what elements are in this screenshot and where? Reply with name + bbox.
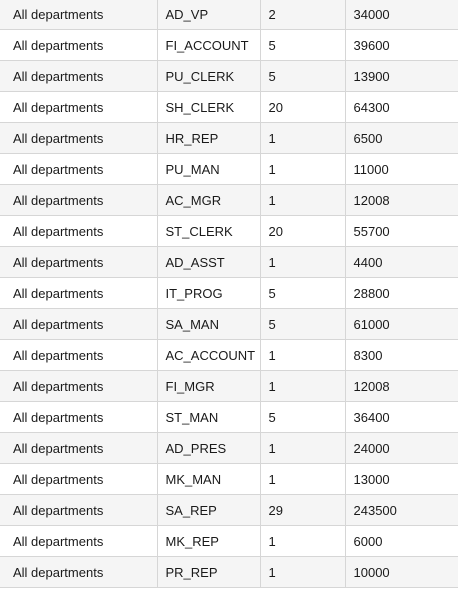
department-cell: All departments xyxy=(0,402,157,433)
table-row xyxy=(0,0,458,30)
count-cell: 20 xyxy=(260,216,345,247)
department-cell: All departments xyxy=(0,216,157,247)
department-cell: All departments xyxy=(0,61,157,92)
job-id-cell: FI_MGR xyxy=(157,371,260,402)
job-id-cell: FI_ACCOUNT xyxy=(157,30,260,61)
table-row xyxy=(0,185,458,216)
table-row xyxy=(0,278,458,309)
job-id-cell: SA_MAN xyxy=(157,309,260,340)
department-cell: All departments xyxy=(0,371,157,402)
count-cell: 1 xyxy=(260,247,345,278)
department-cell: All departments xyxy=(0,154,157,185)
job-id-cell: AC_MGR xyxy=(157,185,260,216)
job-id-cell: MK_REP xyxy=(157,526,260,557)
table-row xyxy=(0,92,458,123)
department-cell: All departments xyxy=(0,309,157,340)
job-id-cell: SA_REP xyxy=(157,495,260,526)
department-cell: All departments xyxy=(0,340,157,371)
department-cell: All departments xyxy=(0,557,157,588)
salary-cell: 243500 xyxy=(345,495,458,526)
count-cell: 5 xyxy=(260,278,345,309)
table-row xyxy=(0,371,458,402)
count-cell: 1 xyxy=(260,557,345,588)
table-row xyxy=(0,433,458,464)
count-cell: 29 xyxy=(260,495,345,526)
job-id-cell: PR_REP xyxy=(157,557,260,588)
table-row xyxy=(0,309,458,340)
salary-cell: 36400 xyxy=(345,402,458,433)
salary-cell: 6500 xyxy=(345,123,458,154)
count-cell: 5 xyxy=(260,402,345,433)
salary-cell: 8300 xyxy=(345,340,458,371)
department-cell: All departments xyxy=(0,30,157,61)
table-row xyxy=(0,216,458,247)
salary-cell: 6000 xyxy=(345,526,458,557)
department-cell: All departments xyxy=(0,0,157,30)
table-row xyxy=(0,340,458,371)
count-cell: 1 xyxy=(260,526,345,557)
job-id-cell: HR_REP xyxy=(157,123,260,154)
salary-cell: 39600 xyxy=(345,30,458,61)
department-cell: All departments xyxy=(0,247,157,278)
table-row xyxy=(0,247,458,278)
job-id-cell: AC_ACCOUNT xyxy=(157,340,260,371)
count-cell: 1 xyxy=(260,185,345,216)
count-cell: 1 xyxy=(260,123,345,154)
count-cell: 1 xyxy=(260,464,345,495)
salary-cell: 11000 xyxy=(345,154,458,185)
salary-cell: 24000 xyxy=(345,433,458,464)
salary-cell: 4400 xyxy=(345,247,458,278)
job-id-cell: IT_PROG xyxy=(157,278,260,309)
job-id-cell: AD_PRES xyxy=(157,433,260,464)
table-row xyxy=(0,495,458,526)
department-cell: All departments xyxy=(0,185,157,216)
job-id-cell: SH_CLERK xyxy=(157,92,260,123)
count-cell: 5 xyxy=(260,30,345,61)
count-cell: 1 xyxy=(260,340,345,371)
table-row xyxy=(0,123,458,154)
department-cell: All departments xyxy=(0,123,157,154)
count-cell: 5 xyxy=(260,309,345,340)
job-id-cell: ST_CLERK xyxy=(157,216,260,247)
table-row xyxy=(0,61,458,92)
department-cell: All departments xyxy=(0,278,157,309)
department-cell: All departments xyxy=(0,464,157,495)
job-id-cell: AD_VP xyxy=(157,0,260,30)
table-row xyxy=(0,154,458,185)
job-id-cell: PU_MAN xyxy=(157,154,260,185)
count-cell: 1 xyxy=(260,371,345,402)
salary-cell: 61000 xyxy=(345,309,458,340)
department-cell: All departments xyxy=(0,495,157,526)
salary-cell: 13900 xyxy=(345,61,458,92)
department-cell: All departments xyxy=(0,526,157,557)
salary-cell: 13000 xyxy=(345,464,458,495)
salary-cell: 12008 xyxy=(345,371,458,402)
count-cell: 2 xyxy=(260,0,345,30)
job-id-cell: PU_CLERK xyxy=(157,61,260,92)
table-row xyxy=(0,30,458,61)
table-row xyxy=(0,557,458,588)
salary-cell: 10000 xyxy=(345,557,458,588)
table-row xyxy=(0,464,458,495)
job-id-cell: AD_ASST xyxy=(157,247,260,278)
salary-cell: 55700 xyxy=(345,216,458,247)
department-cell: All departments xyxy=(0,433,157,464)
table-row xyxy=(0,402,458,433)
salary-cell: 64300 xyxy=(345,92,458,123)
table-row xyxy=(0,526,458,557)
department-cell: All departments xyxy=(0,92,157,123)
salary-cell: 34000 xyxy=(345,0,458,30)
count-cell: 1 xyxy=(260,433,345,464)
count-cell: 5 xyxy=(260,61,345,92)
salary-cell: 12008 xyxy=(345,185,458,216)
count-cell: 1 xyxy=(260,154,345,185)
job-id-cell: MK_MAN xyxy=(157,464,260,495)
count-cell: 20 xyxy=(260,92,345,123)
salary-cell: 28800 xyxy=(345,278,458,309)
job-id-cell: ST_MAN xyxy=(157,402,260,433)
